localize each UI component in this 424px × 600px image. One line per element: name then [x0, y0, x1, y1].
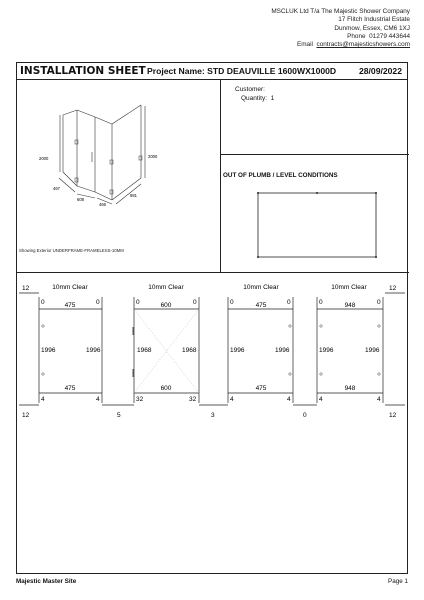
gap-3: 0 — [303, 412, 307, 419]
gap-2: 3 — [211, 412, 215, 419]
project-name: Project Name: STD DEAUVILLE 1600WX1000D — [147, 66, 337, 76]
panel-bottom-width: 600 — [160, 385, 172, 392]
panel-top-width: 948 — [344, 302, 356, 309]
panel-top-left: 0 — [41, 299, 45, 306]
company-email: Email contracts@majesticshowers.com — [296, 41, 410, 49]
panel-top-left: 0 — [319, 299, 323, 306]
company-street: 17 Flitch Industrial Estate — [338, 16, 410, 24]
panel-top-right: 0 — [193, 299, 197, 306]
company-address — [271, 8, 410, 49]
dim-b: 608 — [77, 197, 84, 202]
panel-bottom-left: 4 — [319, 396, 323, 403]
panel-3 — [230, 284, 291, 403]
edge-left-bottom: 12 — [22, 412, 30, 419]
panel-left-height: 1968 — [137, 347, 152, 354]
plumb-box — [221, 155, 409, 273]
footer-site: Majestic Master Site — [16, 578, 77, 585]
panel-glass: 10mm Clear — [331, 284, 367, 291]
panel-left-height: 1996 — [41, 347, 56, 354]
panel-bottom-right: 4 — [96, 396, 100, 403]
panel-1 — [41, 284, 101, 403]
panel-left-height: 1996 — [319, 347, 334, 354]
panel-bottom-width: 475 — [64, 385, 76, 392]
dim-d: 981 — [130, 193, 137, 198]
sheet-date: 28/09/2022 — [358, 66, 402, 76]
edge-right-top: 12 — [389, 285, 397, 292]
drawing-caption: Showing Exterior UNDERFRAME-FRAMELESS-10MM — [19, 248, 124, 253]
enclosure-sketch — [17, 80, 221, 273]
panel-top-left: 0 — [136, 299, 140, 306]
company-town: Dunmow, Essex, CM6 1XJ — [334, 24, 410, 32]
panel-bottom-right: 32 — [189, 396, 197, 403]
panel-right-height: 1996 — [86, 347, 101, 354]
panel-2 — [136, 284, 197, 403]
panel-right-height: 1968 — [182, 347, 197, 354]
panel-right-height: 1996 — [275, 347, 290, 354]
plumb-title: OUT OF PLUMB / LEVEL CONDITIONS — [223, 172, 338, 179]
installation-sheet — [16, 62, 408, 574]
panel-bottom-width: 475 — [255, 385, 267, 392]
panel-top-width: 475 — [255, 302, 267, 309]
dim-c: 466 — [99, 202, 106, 207]
panel-4 — [319, 284, 381, 403]
quantity-line: Quantity: 1 — [241, 95, 275, 102]
panel-glass: 10mm Clear — [52, 284, 88, 291]
panel-bottom-left: 4 — [230, 396, 234, 403]
panel-bottom-width: 948 — [344, 385, 356, 392]
panel-bottom-left: 4 — [41, 396, 45, 403]
panel-left-height: 1996 — [230, 347, 245, 354]
footer-page: Page 1 — [388, 578, 408, 585]
dim-a: 467 — [53, 186, 60, 191]
panel-top-left: 0 — [230, 299, 234, 306]
panel-top-width: 475 — [64, 302, 76, 309]
company-phone: Phone 01279 443644 — [347, 32, 410, 40]
panel-schematic — [17, 273, 409, 433]
panel-top-right: 0 — [96, 299, 100, 306]
panel-top-right: 0 — [377, 299, 381, 306]
panel-glass: 10mm Clear — [243, 284, 279, 291]
enclosure-drawing — [17, 80, 221, 273]
panel-bottom-right: 4 — [377, 396, 381, 403]
edge-right-bottom: 12 — [389, 412, 397, 419]
edge-left-top: 12 — [22, 285, 30, 292]
customer-label: Customer: — [235, 86, 265, 93]
panel-layout — [17, 273, 409, 433]
customer-box — [221, 80, 409, 155]
panel-right-height: 1996 — [365, 347, 380, 354]
panel-glass: 10mm Clear — [148, 284, 184, 291]
panel-bottom-right: 4 — [287, 396, 291, 403]
dim-height-right: 2000 — [148, 154, 158, 159]
plumb-rectangle — [221, 155, 409, 273]
company-name: MSCLUK Ltd T/a The Majestic Shower Company — [271, 8, 410, 15]
sheet-title: INSTALLATION SHEET — [20, 65, 146, 77]
panel-top-width: 600 — [160, 302, 172, 309]
gap-1: 5 — [117, 412, 121, 419]
email-link[interactable]: contracts@majesticshowers.com — [316, 41, 410, 49]
title-bar — [17, 63, 407, 80]
panel-top-right: 0 — [287, 299, 291, 306]
panel-bottom-left: 32 — [136, 396, 144, 403]
dim-height-left: 2000 — [39, 156, 49, 161]
